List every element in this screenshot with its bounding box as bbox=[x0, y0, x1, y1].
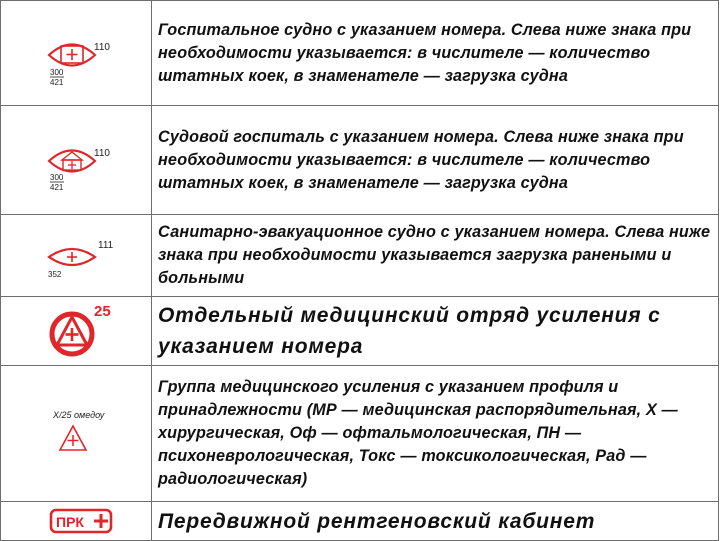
xray-badge-label: ПРК bbox=[56, 514, 84, 530]
beds-count-label: 300 bbox=[50, 173, 64, 182]
row-description: Группа медицинского усиления с указанием профиля и принадлежности (МР — медицинская распорядительная, Х — хирургическая, Оф — офтальмологическая, ПН — психоневрологическая, Токс — токсикологическая, Рад — радиологическая) bbox=[152, 366, 719, 502]
medical-reinforcement-detachment-icon bbox=[1, 297, 151, 366]
table-row bbox=[1, 366, 719, 502]
hospital-ship-icon bbox=[1, 1, 151, 106]
symbol-cell bbox=[1, 215, 152, 297]
ship-number-label: 111 bbox=[98, 240, 114, 251]
table-row bbox=[1, 215, 719, 297]
row-description: Судовой госпиталь с указанием номера. Слева ниже знака при необходимости указывается: в числителе — количество штатных коек, в знаменателе — загрузка судна bbox=[152, 106, 719, 215]
detachment-number-label: 25 bbox=[94, 303, 111, 320]
row-description: Госпитальное судно с указанием номера. Слева ниже знака при необходимости указывается: в числителе — количество штатных коек, в знаменателе — загрузка судна bbox=[152, 1, 719, 106]
table-row bbox=[1, 297, 719, 366]
load-count-label: 421 bbox=[50, 183, 64, 192]
table-row bbox=[1, 502, 719, 541]
symbol-cell bbox=[1, 1, 152, 106]
medical-reinforcement-group-icon bbox=[1, 366, 151, 502]
ship-number-label: 110 bbox=[94, 42, 110, 53]
row-description: Санитарно-эвакуационное судно с указанием номера. Слева ниже знака при необходимости указывается загрузка ранеными и больными bbox=[152, 215, 719, 297]
row-description: Отдельный медицинский отряд усиления с указанием номера bbox=[152, 297, 719, 366]
group-caption-label: Х/25 омедоу bbox=[53, 410, 105, 420]
table-row bbox=[1, 106, 719, 215]
table-row bbox=[1, 1, 719, 106]
ship-number-label: 110 bbox=[94, 148, 110, 159]
symbol-cell bbox=[1, 502, 152, 541]
load-count-label: 421 bbox=[50, 78, 64, 87]
symbol-cell bbox=[1, 297, 152, 366]
load-count-label: 352 bbox=[48, 270, 62, 279]
sanitary-evacuation-ship-icon bbox=[1, 215, 151, 297]
beds-count-label: 300 bbox=[50, 68, 64, 77]
ship-hospital-icon bbox=[1, 106, 151, 215]
row-description: Передвижной рентгеновский кабинет bbox=[152, 502, 719, 541]
symbol-cell bbox=[1, 106, 152, 215]
symbol-cell bbox=[1, 366, 152, 502]
mobile-xray-room-icon bbox=[1, 502, 151, 541]
